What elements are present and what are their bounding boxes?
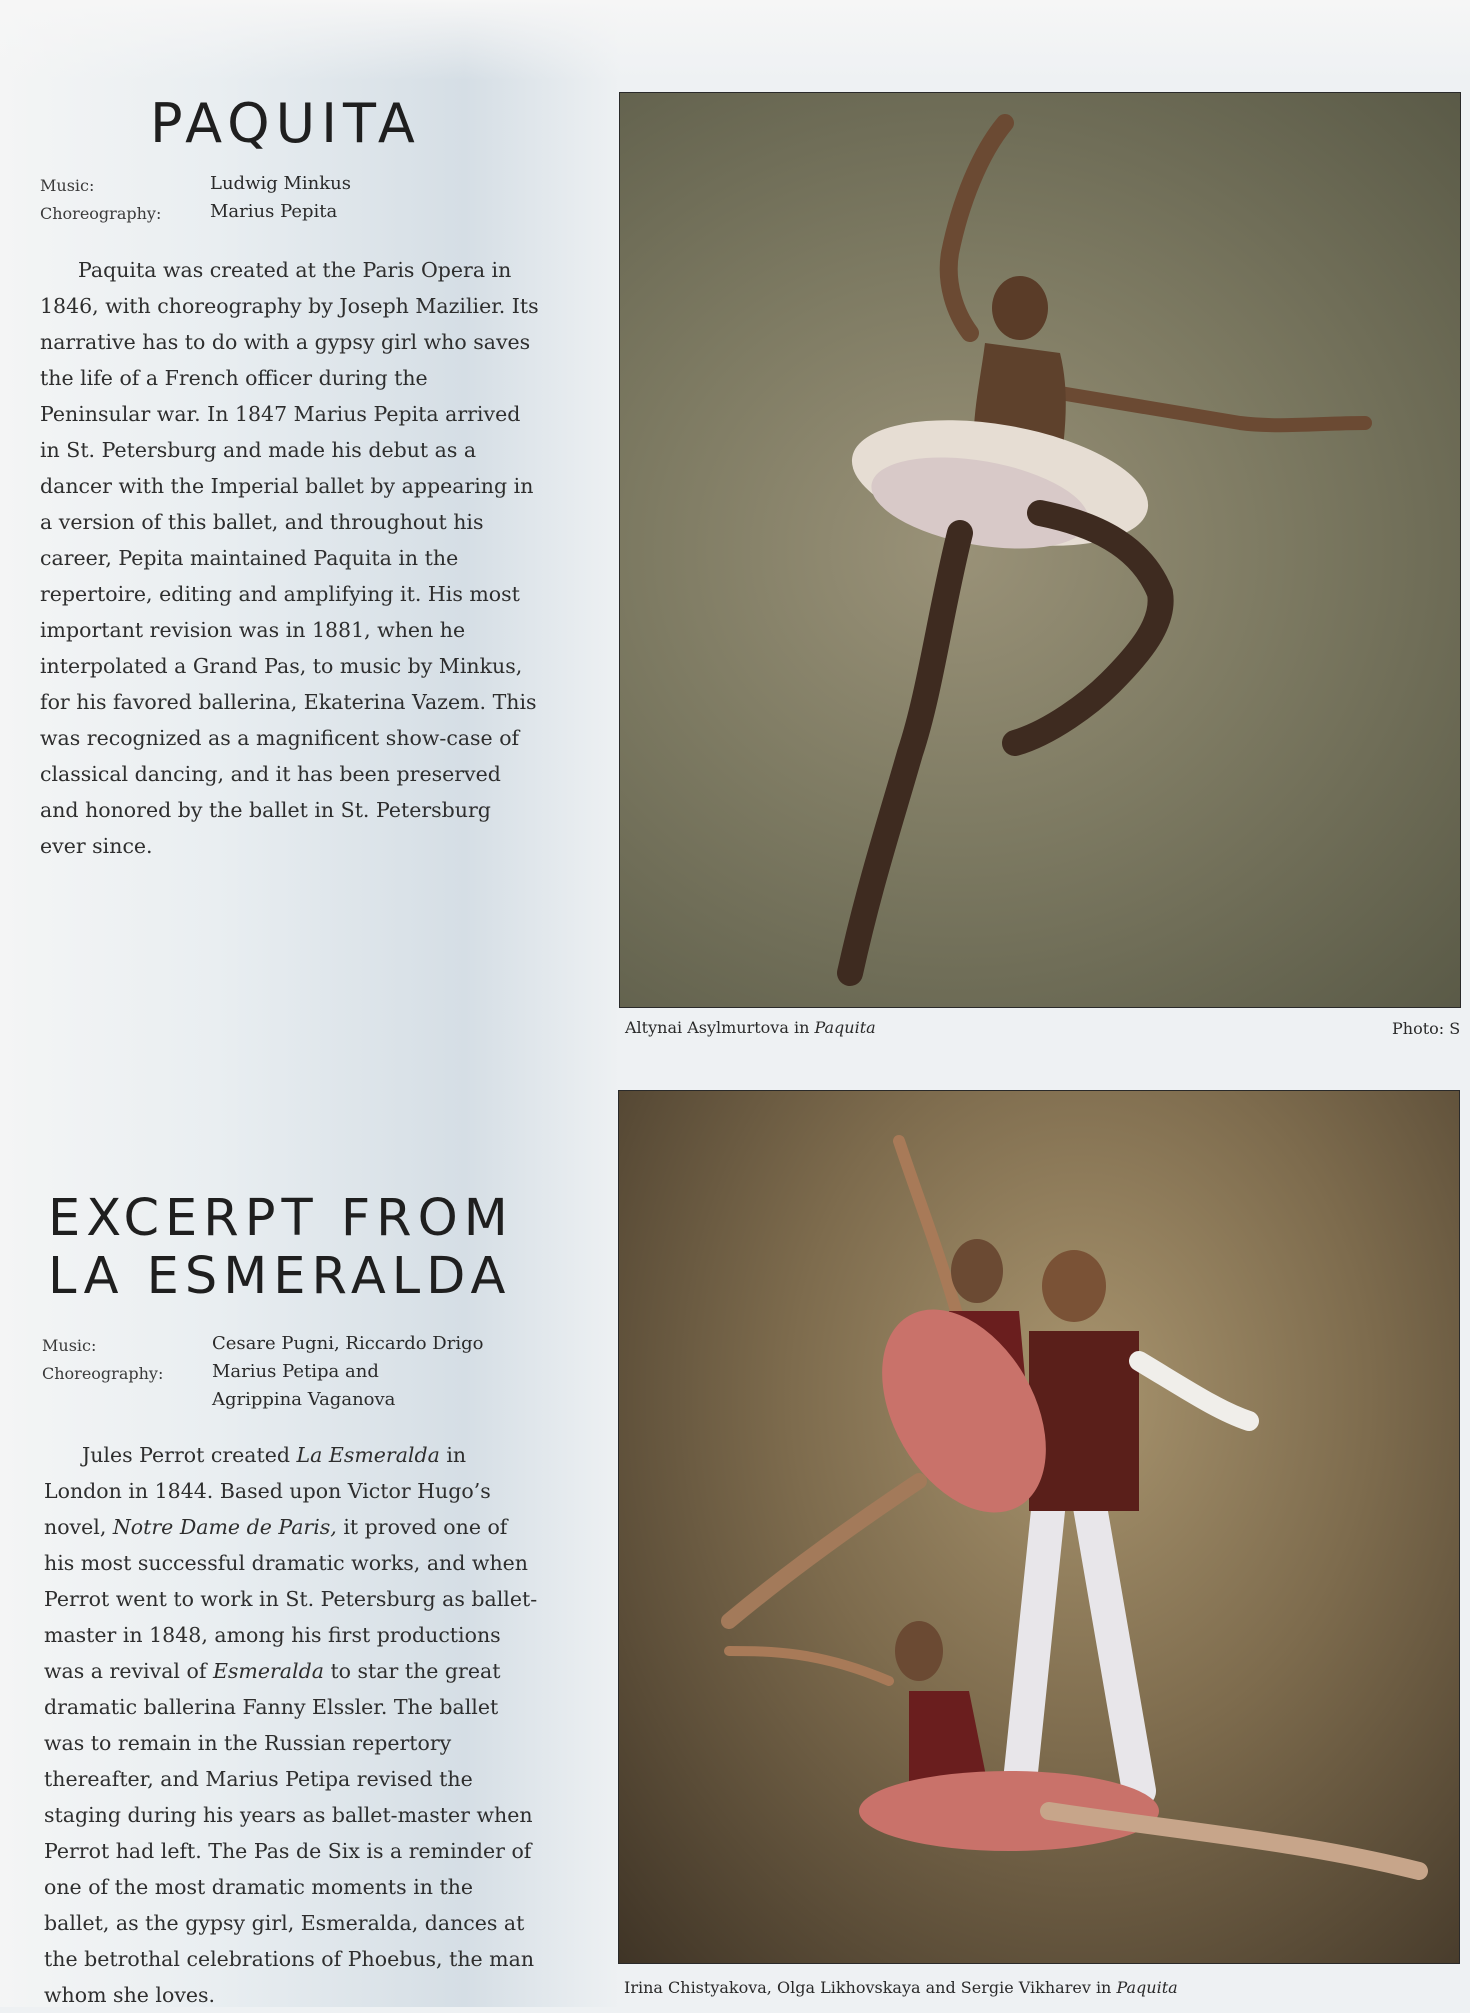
esmeralda-body-text [44, 1437, 544, 2013]
trio-illustration [619, 1091, 1459, 1963]
body-italic: Esmeralda [212, 1659, 324, 1683]
choreography-label: Choreography: [42, 1364, 164, 1383]
caption-italic: Paquita [1116, 1978, 1178, 1997]
photo-1-caption [625, 1018, 876, 1037]
music-value: Ludwig Minkus [210, 173, 351, 194]
music-label: Music: [42, 1336, 97, 1355]
body-segment: to star the great dramatic ballerina Fanny Elssler. The ballet was to remain in the Russian repertory thereafter, and Marius Petipa revised the staging during his years as ballet-master when Perrot had left. The Pas de Six is a reminder of one of the most dramatic moments in the ballet, as the gypsy girl, Esmeralda, dances at the betrothal celebrations of Phoebus, the man whom she loves. [44, 1659, 535, 2007]
paquita-title: PAQUITA [150, 92, 421, 155]
body-italic: Notre Dame de Paris, [112, 1515, 337, 1539]
esmeralda-title [48, 1190, 568, 1306]
caption-text: Altynai Asylmurtova in [625, 1018, 815, 1037]
caption-text: Irina Chistyakova, Olga Likhovskaya and Sergie Vikharev in [624, 1978, 1117, 1997]
choreography-label: Choreography: [40, 204, 162, 223]
body-segment: Jules Perrot created [82, 1443, 297, 1467]
esmeralda-title-line2: LA ESMERALDA [48, 1247, 512, 1306]
page-background-top [0, 0, 1470, 80]
body-segment: in London in 1844. Based upon Victor Hugo’s novel, [44, 1443, 491, 1539]
photo-1-credit: Photo: S [1392, 1019, 1461, 1038]
caption-italic: Paquita [814, 1018, 876, 1037]
esmeralda-credits [42, 1332, 562, 1422]
photo-trio-dancers [618, 1090, 1460, 1964]
choreography-value-line2: Agrippina Vaganova [212, 1389, 396, 1410]
paquita-body-text: Paquita was created at the Paris Opera in 1846, with choreography by Joseph Mazilier. Its narrative has to do with a gypsy girl who saves the life of a French officer during the Peninsular war. In 1847 Marius Pepita arrived in St. Petersburg and made his debut as a dancer with the Imperial ballet by appearing in a version of this ballet, and throughout his career, Pepita maintained Paquita in the repertoire, editing and amplifying it. His most important revision was in 1881, when he interpolated a Grand Pas, to music by Minkus, for his favored ballerina, Ekaterina Vazem. This was recognized as a magnificent show-case of classical dancing, and it has been preserved and honored by the ballet in St. Petersburg ever since. [40, 258, 539, 858]
body-italic: La Esmeralda [296, 1443, 440, 1467]
choreography-value-line1: Marius Petipa and [212, 1361, 379, 1382]
music-value: Cesare Pugni, Riccardo Drigo [212, 1333, 484, 1354]
esmeralda-title-line1: EXCERPT FROM [48, 1189, 514, 1248]
photo-paquita-dancer [619, 92, 1461, 1008]
photo-2-caption [624, 1978, 1178, 1997]
music-label: Music: [40, 176, 95, 195]
paquita-credits [40, 172, 560, 232]
dancer-illustration [620, 93, 1460, 1007]
choreography-value: Marius Pepita [210, 201, 338, 222]
body-segment: it proved one of his most successful dramatic works, and when Perrot went to work in St. Petersburg as ballet-master in 1848, among his first productions was a revival of [44, 1515, 538, 1683]
